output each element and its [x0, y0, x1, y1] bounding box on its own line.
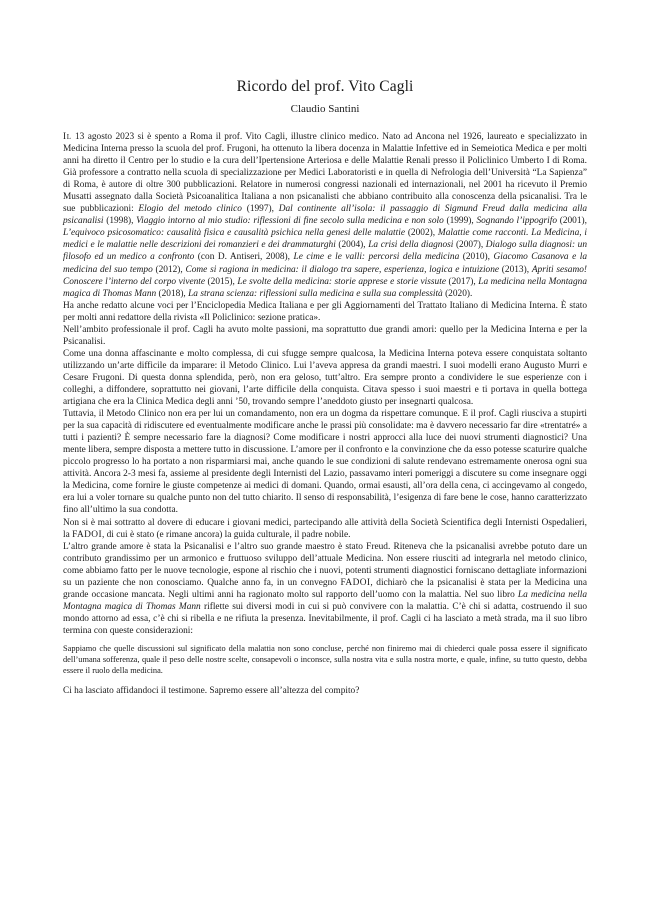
paragraph-encyclopedia: Ha anche redatto alcune voci per l’Enciclopedia Medica Italiana e per gli Aggiornamenti del Trattato Italiano di Medicina Interna. È stato per molti anni redattore della rivista «Il Policlinico: sezione pratica». — [63, 300, 587, 323]
text-segment: riflette sui diversi modi in cui si può convivere con la malattia. C’è chi si adatta, costruendo il suo mondo attorno ad essa, c’è chi si ribella e ne rifiuta la presenza. Inevitabilmente, il prof. Cagli ci ha lasciato a metà strada, ma il suo libro termina con queste considerazioni: — [63, 601, 587, 636]
text-segment: (2020). — [442, 288, 473, 299]
book-title: La strana scienza: riflessioni sulla medicina e sulla sua complessità — [188, 288, 443, 299]
text-segment: (2013), — [499, 264, 532, 275]
text-segment: L’altro grande amore è stata la Psicanalisi e l’altro suo grande maestro è stato Freud. Riteneva che la psicanalisi avrebbe potuto dare un contributo grandissimo per un armonico e fruttuoso sviluppo dell’attuale Medicina. Non essere riusciti ad integrarla nel metodo clinico, come abbiamo fatto per le nuove tecnologie, espone al rischio che i nuovi, potenti strumenti diagnostici forniscano dettagliate informazioni su un paziente che non conosciamo. Qualche anno fa, in un convegno — [63, 541, 587, 588]
book-title: Malattie come racconti. La Medicina, i medici e le malattie nelle descrizioni dei romanzieri e dei drammaturghi — [63, 228, 588, 251]
book-title: Le svolte della medicina: storie apprese e storie vissute — [237, 276, 446, 287]
book-title: Giacomo Casanova e la medicina del suo tempo — [63, 252, 587, 275]
text-segment: (2018), — [156, 288, 189, 299]
book-title: Come si ragiona in medicina: il dialogo tra sapere, esperienza, logica e intuizione — [185, 264, 500, 275]
paragraph-passions: Nell’ambito professionale il prof. Cagli ha avuto molte passioni, ma soprattutto due grandi amori: quello per la Medicina Interna e per la Psicanalisi. — [63, 324, 587, 347]
text-segment: (2001), — [557, 216, 587, 227]
text-segment: (2015), — [205, 276, 238, 287]
page-title: Ricordo del prof. Vito Cagli — [236, 78, 414, 95]
text-segment: (2010), — [459, 252, 494, 263]
book-title: La medicina nella Montagna magica di Thomas Mann — [63, 589, 587, 612]
text-segment: (1998), — [103, 216, 137, 227]
fadoi-acronym: FADOI — [340, 577, 371, 588]
paragraph-internal-medicine: Come una donna affascinante e molto complessa, di cui sfugge sempre qualcosa, la Medicina Interna poteva essere conquistata soltanto utilizzando un’arte difficile da imparare: il Metodo Clinico. Lui l’aveva appresa da grandi maestri. I suoi modelli erano Augusto Murri e Cesare Frugoni. Di questa donna splendida, però, non era geloso, tutt’altro. Era sempre pronto a condividere le sue esperienze con i colleghi, a diffondere, soprattutto nei giovani, l’arte difficile della conquista. Citava spesso i suoi maestri e ti portava in quella bottega artigiana che era la Clinica Medica degli anni ’50, trovando sempre l’aneddoto giusto per insegnarti qualcosa. — [63, 348, 587, 408]
book-title: La medicina nella Montagna magica di Thomas Mann — [63, 276, 587, 299]
text-segment: , di cui è stato (e rimane ancora) la guida culturale, il padre nobile. — [101, 529, 351, 540]
article-body — [63, 131, 587, 697]
author-name: Claudio Santini — [290, 103, 360, 115]
book-title: Elogio del metodo clinico — [138, 204, 242, 215]
paragraph-biography — [63, 131, 587, 300]
text-segment: (2002), — [404, 228, 438, 239]
text-segment: (1999), — [443, 216, 477, 227]
text-segment: (2012), — [152, 264, 186, 275]
book-title: Apriti sesamo! Conoscere l’interno del corpo vivente — [63, 264, 587, 287]
text-segment: (1997), — [241, 204, 279, 215]
book-title: Sognando l’ippogrifo — [476, 216, 558, 227]
closing-sentence: Ci ha lasciato affidandoci il testimone. Sapremo essere all’altezza del compito? — [63, 685, 360, 696]
book-title: L’equivoco psicosomatico: causalità fisica e causalità psichica nella genesi delle malattie — [63, 228, 405, 239]
book-title: Dialogo sulla diagnosi: un filosofo ed un medico a confronto — [63, 240, 588, 263]
book-title: Le cime e le valli: percorsi della medicina — [293, 252, 460, 263]
fadoi-acronym: FADOI — [72, 529, 102, 540]
block-quote: Sappiamo che quelle discussioni sul significato della malattia non sono concluse, perché non finiremo mai di chiederci quale possa essere il significato dell’umana sofferenza, quale il peso delle nostre scelte, consapevoli o inconsce, sulla nostra vita e sulla nostra morte, e quale, infine, su tutto questo, debba essere il ruolo della medicina. — [63, 643, 587, 675]
book-title: Viaggio intorno al mio studio: riflessioni di fine secolo sulla medicina e non solo — [136, 216, 444, 227]
book-title: Dal continente all’isola: il passaggio di Sigmund Freud dalla medicina alla psicanalisi — [63, 204, 587, 227]
paragraph-psychoanalysis — [63, 541, 587, 637]
text-segment: 13 agosto 2023 si è spento a Roma il prof. Vito Cagli, illustre clinico medico. Nato ad Ancona nel 1926, laureato e specializzato in Medicina Interna presso la scuola del prof. Frugoni, ha ottenuto la libera docenza in Malattie Infettive ed in Semeiotica Medica e per molti anni ha diretto il Centro per lo studio e la cura dell’Ipertensione Arteriosa e delle Malattie Renali presso il Policlinico Umberto I di Roma. Già professore a contratto nella scuola di specializzazione per Medici Laboratoristi e in quella di Nefrologia dell’Università “La Sapienza” di Roma, è autore di oltre 300 pubblicazioni. Relatore in numerosi congressi nazionali ed internazionali, nel 2001 ha ricevuto il Premio Musatti assegnato dalla Società Psicoanalitica Italiana a non psicanalisti che abbiano contribuito alla conoscenza della psicanalisi. Tra le sue pubblicazioni: — [63, 132, 587, 215]
text-segment: (2017), — [445, 276, 479, 287]
text-segment: Non si è mai sottratto al dovere di educare i giovani medici, partecipando alle attività della Società Scientifica degli Internisti Ospedalieri, la — [63, 517, 587, 540]
dropcap-word: Il — [63, 132, 72, 142]
text-segment: (con D. Antiseri, 2008), — [194, 252, 294, 263]
text-segment: (2004), — [335, 240, 369, 251]
text-segment: , dichiarò che la psicanalisi è stata per la Medicina una grande occasione mancata. Negli ultimi anni ha ragionato molto sul rapporto dell’uomo con la malattia. Nel suo libro — [63, 577, 587, 600]
paragraph-education — [63, 517, 587, 541]
book-title: La crisi della diagnosi — [368, 240, 454, 251]
text-segment: (2007), — [453, 240, 486, 251]
paragraph-clinical-method: Tuttavia, il Metodo Clinico non era per lui un comandamento, non era un dogma da rispettare comunque. E il prof. Cagli riusciva a stupirti per la sua capacità di ridiscutere ed eventualmente modificare anche le prassi più consolidate: ma è davvero necessario far dire «trentatré» a tutti i pazienti? È sempre necessario fare la diagnosi? Come modificare i nostri approcci alla luce dei nuovi strumenti diagnostici? Una mente libera, sempre disposta a mettere tutto in discussione. L’amore per il confronto e la convinzione che da esso potesse scaturire qualche piccolo progresso lo ha portato a non risparmiarsi mai, anche quando le sue condizioni di salute rendevano estremamente onerosa ogni sua attività. Ancora 2-3 mesi fa, assieme al presidente degli Internisti del Lazio, passavamo interi pomeriggi a discutere su come insegnare oggi la Medicina, come fornire le giuste competenze ai medici di domani. Quando, ormai esausti, all’ora della cena, ci accingevamo al congedo, era lui a voler tornare su qualche punto non del tutto chiarito. Il senso di responsabilità, l’esigenza di fare bene le cose, hanno caratterizzato fino all’ultimo la sua condotta. — [63, 409, 587, 516]
